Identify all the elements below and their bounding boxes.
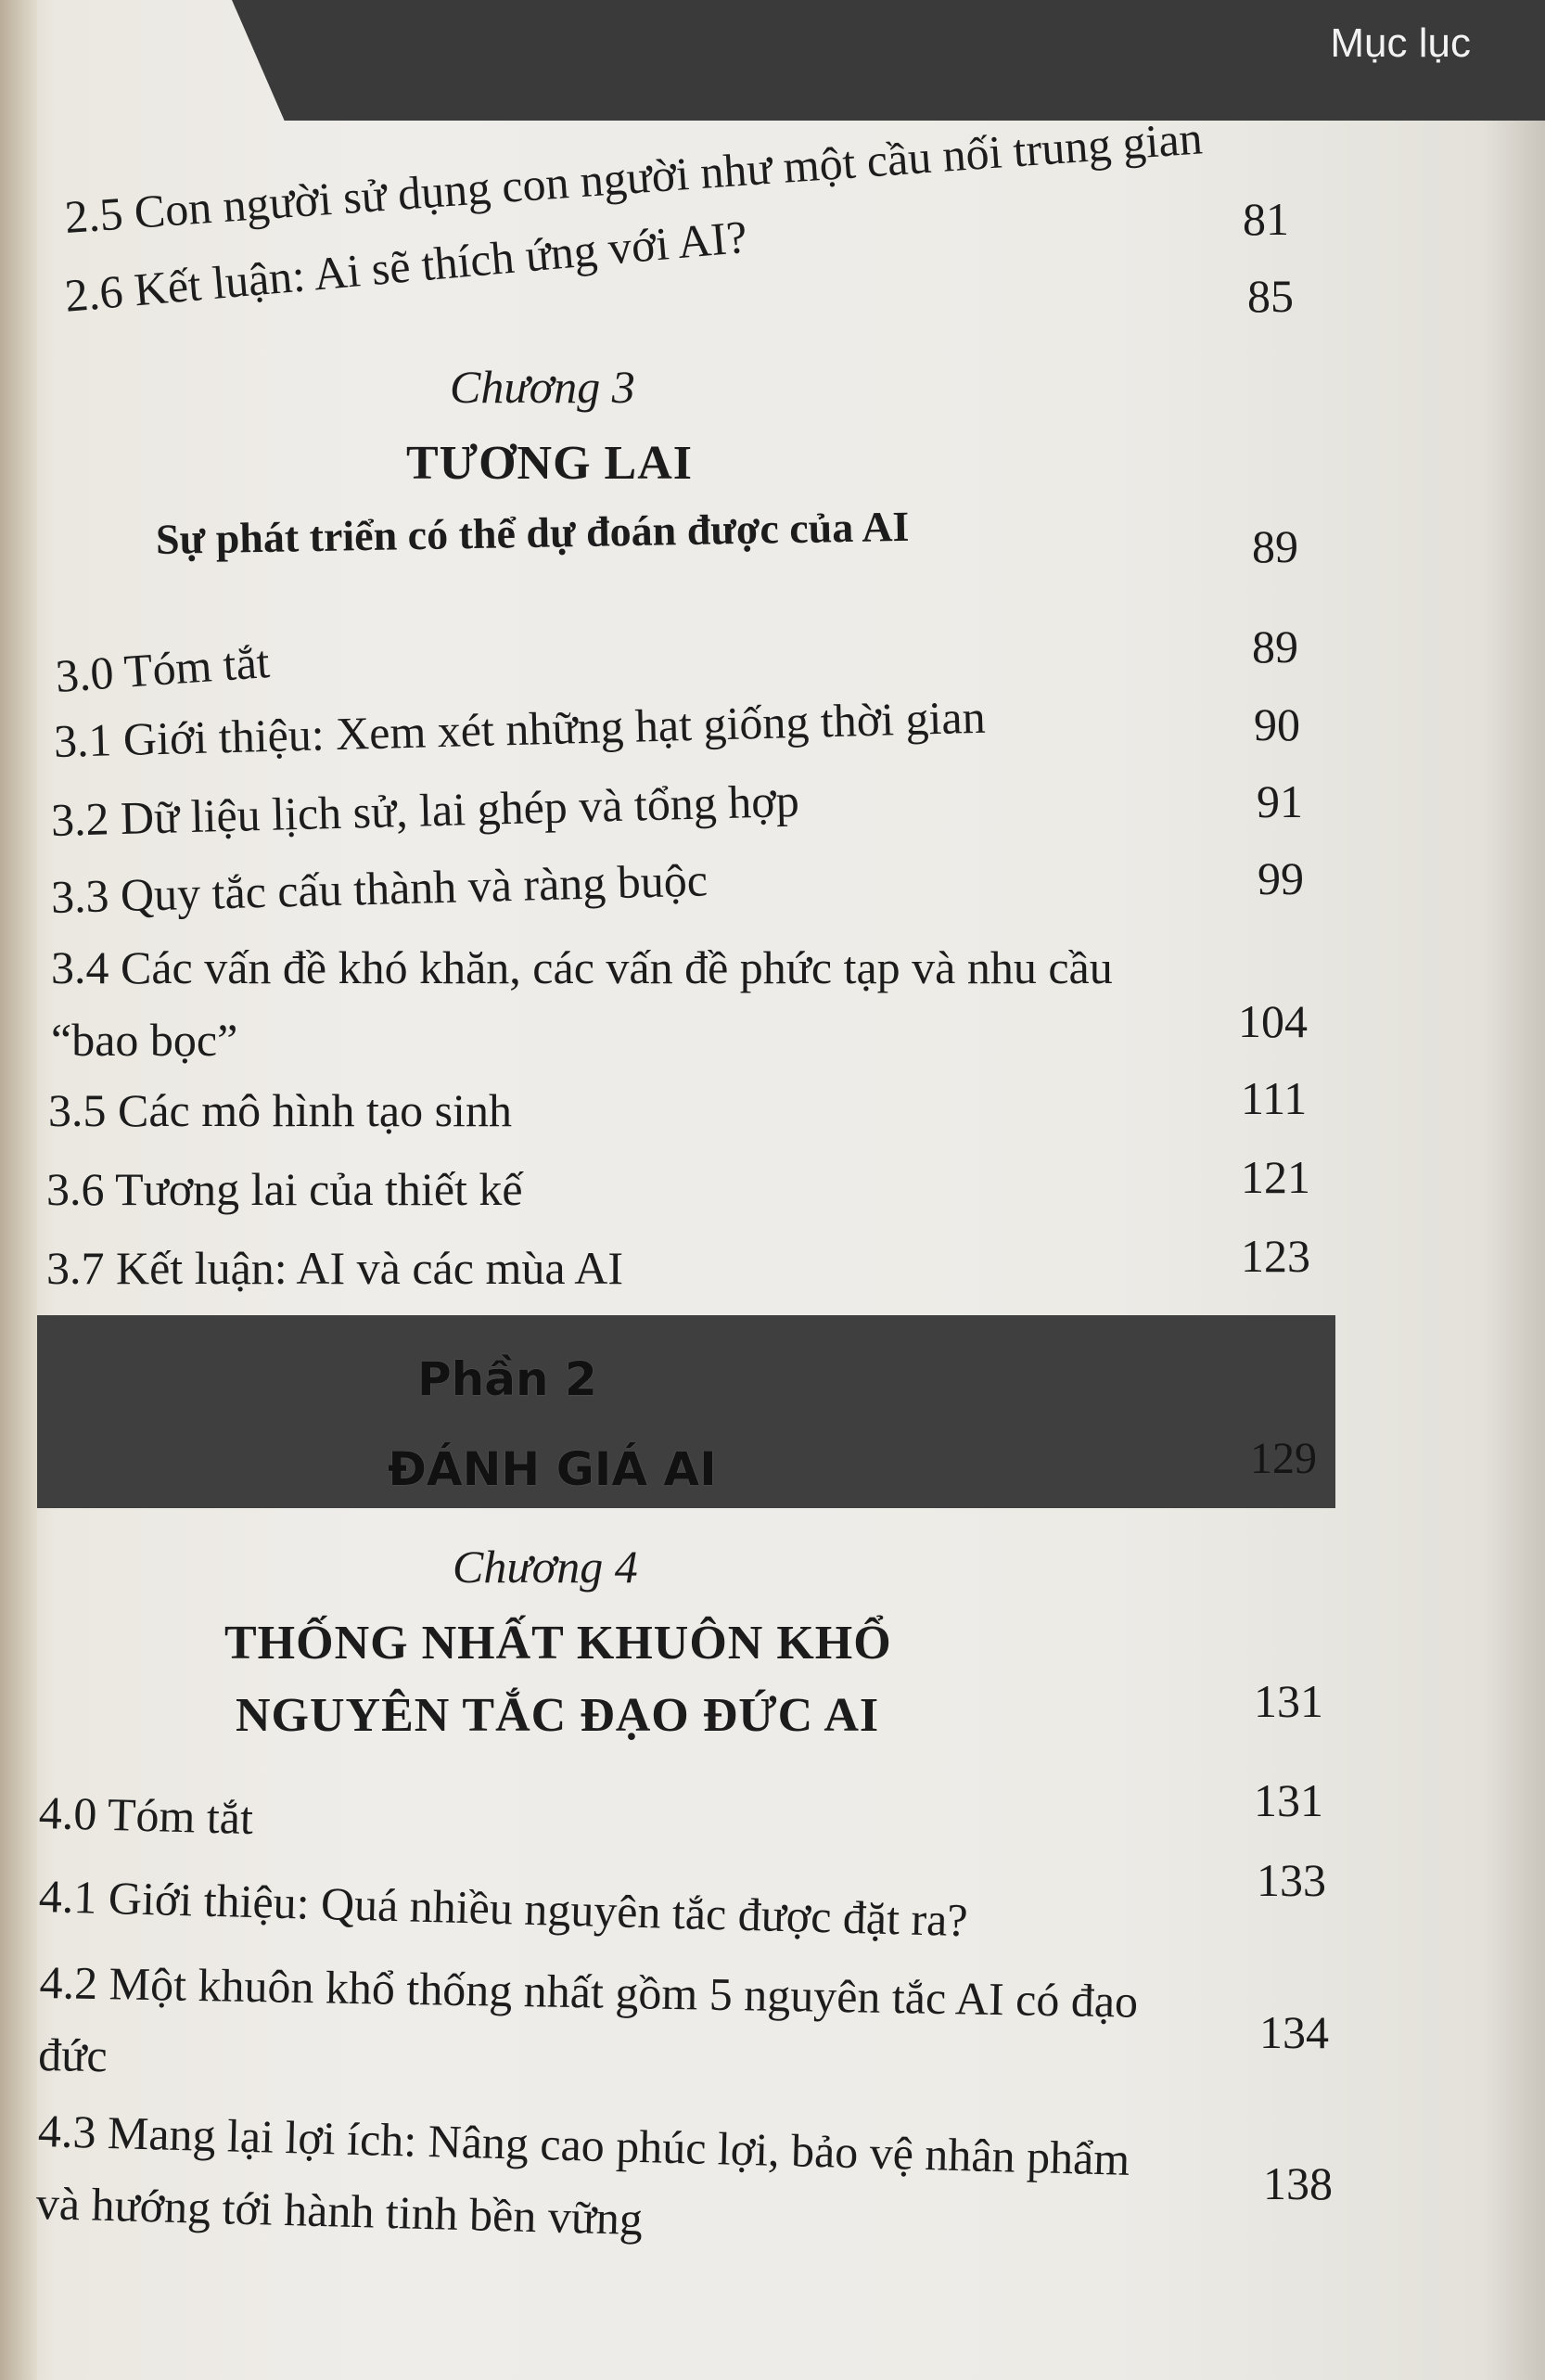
toc-entry-title: 4.0 Tóm tắt <box>38 1786 254 1845</box>
chapter-page: 89 <box>1252 520 1298 572</box>
toc-entry-title: 3.3 Quy tắc cấu thành và ràng buộc <box>50 853 709 923</box>
toc-entry-page: 121 <box>1241 1151 1310 1203</box>
part-title: ĐÁNH GIÁ AI <box>388 1442 717 1496</box>
toc-entry-title: 2.6 Kết luận: Ai sẽ thích ứng với AI? <box>62 210 749 322</box>
chapter-title-line-2: NGUYÊN TẮC ĐẠO ĐỨC AI <box>236 1689 880 1742</box>
toc-entry-title: 4.3 Mang lại lợi ích: Nâng cao phúc lợi, bảo vệ nhân phẩm và hướng tới hành tinh bền vững <box>35 2105 1130 2246</box>
toc-entry-title: 3.6 Tương lai của thiết kế <box>46 1163 523 1215</box>
toc-entry-title: 4.1 Giới thiệu: Quá nhiều nguyên tắc được đặt ra? <box>38 1870 969 1947</box>
toc-entry-page: 81 <box>1243 193 1289 245</box>
chapter-subtitle: Sự phát triển có thể dự đoán được của AI <box>155 502 910 563</box>
toc-entry-page: 111 <box>1241 1072 1308 1124</box>
toc-entry-title: 3.7 Kết luận: AI và các mùa AI <box>46 1242 624 1294</box>
chapter-label: Chương 3 <box>450 361 635 413</box>
part-page: 129 <box>1250 1434 1317 1483</box>
toc-entry-title: 3.0 Tóm tắt <box>54 634 272 702</box>
toc-entry-page: 138 <box>1263 2157 1333 2209</box>
toc-entry-page: 91 <box>1257 775 1303 827</box>
toc-entry-title: 4.2 Một khuôn khổ thống nhất gồm 5 nguyên tắc AI có đạo đức <box>37 1956 1139 2082</box>
chapter-label: Chương 4 <box>453 1541 638 1593</box>
toc-entry-page: 85 <box>1247 270 1294 322</box>
chapter-page: 131 <box>1254 1675 1323 1727</box>
toc-entry-page: 90 <box>1254 698 1300 750</box>
toc-entry-page: 133 <box>1257 1854 1326 1906</box>
chapter-title-line-1: THỐNG NHẤT KHUÔN KHỔ <box>224 1617 892 1670</box>
toc-entry-page: 99 <box>1258 852 1304 904</box>
chapter-title: TƯƠNG LAI <box>406 437 693 490</box>
toc-entry-page: 104 <box>1238 995 1308 1047</box>
toc-entry-page: 134 <box>1259 2006 1329 2058</box>
toc-entry-title: 2.5 Con người sử dụng con người như một cầu nối trung gian <box>63 111 1205 243</box>
part-label: Phần 2 <box>417 1352 597 1406</box>
toc-entry-page: 131 <box>1254 1774 1323 1826</box>
toc-entry-title: 3.2 Dữ liệu lịch sử, lai ghép và tổng hợp <box>50 774 800 846</box>
toc-entry-page: 123 <box>1241 1230 1310 1282</box>
toc-entry-title: 3.5 Các mô hình tạo sinh <box>48 1084 512 1136</box>
toc-entry-title: 3.1 Giới thiệu: Xem xét những hạt giống thời gian <box>53 690 987 767</box>
toc-entry-page: 89 <box>1252 621 1298 672</box>
toc-entry-title: 3.4 Các vấn đề khó khăn, các vấn đề phức tạp và nhu cầu “bao bọc” <box>51 941 1113 1066</box>
running-header: Mục lục <box>1330 20 1471 66</box>
